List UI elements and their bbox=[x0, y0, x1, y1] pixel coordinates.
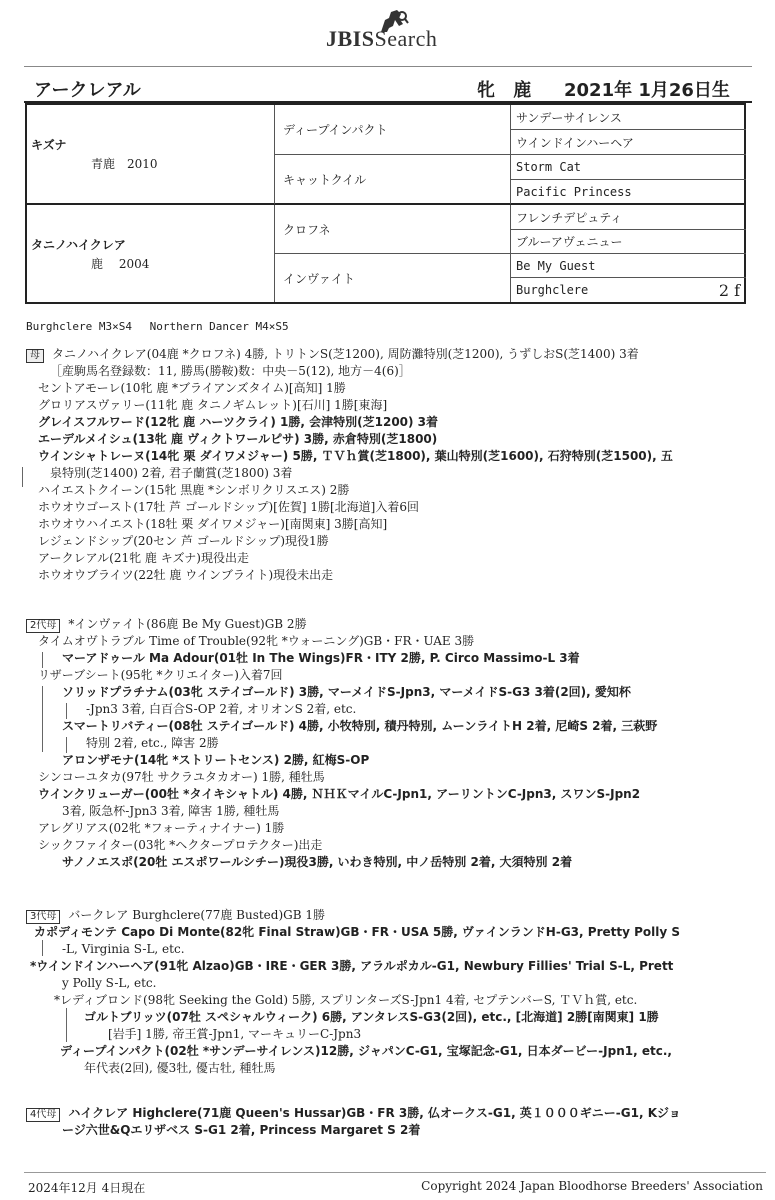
gen2-line-2: マーアドゥール Ma Adour(01牡 In The Wings)FR・ITY 2勝, P. Circo Massimo-L 3着 bbox=[62, 651, 580, 665]
dam-line-13: ホウオウブライツ(22牡 鹿 ウインブライト)現役未出走 bbox=[38, 568, 334, 582]
gen2-line-14: サノノエスポ(20牡 エスポワールシチー)現役3勝, いわき特別, 中ノ岳特別 2着, 大須特別 2着 bbox=[62, 855, 573, 869]
pedigree-dam-dam: インヴァイト bbox=[274, 254, 510, 302]
gen3-line-9: 年代表(2回), 優3牡, 優古牡, 種牡馬 bbox=[84, 1061, 276, 1075]
gen3-line-8: ディープインパクト(02牡 *サンデーサイレンス)12勝, ジャパンC-G1, 宝塚記念-G1, 日本ダービー-Jpn1, etc., bbox=[60, 1044, 672, 1058]
tree-bar bbox=[66, 1008, 67, 1042]
tree-bar bbox=[42, 940, 43, 956]
dam-line-6: ウインシャトレーヌ(14牝 栗 ダイワメジャー) 5勝, ＴＶｈ賞(芝1800), 葉山特別(芝1600), 石狩特別(芝1500), 五 bbox=[38, 449, 673, 463]
gen2-line-8: アロンザモナ(14牝 *ストリートセンス) 2勝, 紅梅S-OP bbox=[62, 753, 370, 767]
horse-title-row bbox=[24, 76, 752, 104]
pedigree-sire-sire: ディープインパクト bbox=[274, 105, 510, 155]
dam-color-year: 鹿 2004 bbox=[91, 256, 150, 271]
gen2-line-9: シンコーユタカ(97牡 サクラユタカオー) 1勝, 種牡馬 bbox=[38, 770, 325, 784]
fourth-dam-section bbox=[26, 1105, 681, 1139]
gen3-line-3: *ウインドインハーヘア(91牝 Alzao)GB・IRE・GER 3勝, アラルポカル-G1, Newbury Fillies' Trial S-L, Prett bbox=[30, 959, 674, 973]
inbreeding-note: Burghclere M3×S4 Northern Dancer M4×S5 bbox=[26, 320, 289, 333]
dam-name: タニノハイクレア bbox=[31, 237, 126, 252]
dam-section bbox=[26, 346, 673, 584]
dam-line-2: セントアモーレ(10牝 鹿 *ブライアンズタイム)[高知] 1勝 bbox=[38, 381, 346, 395]
dam-line-11: レジェンドシップ(20セン 芦 ゴールドシップ)現役1勝 bbox=[38, 534, 329, 548]
gen2-line-1: タイムオヴトラブル Time of Trouble(92牝 *ウォーニング)GB・FR・UAE 3勝 bbox=[38, 634, 475, 648]
as-of-date: 2024年12月 4日現在 bbox=[28, 1181, 146, 1195]
dam-line-9: ホウオウゴースト(17牡 芦 ゴールドシップ)[佐賀] 1勝[北海道]入着6回 bbox=[38, 500, 419, 514]
section-tag: 4代母 bbox=[26, 1108, 60, 1122]
gen2-line-6: スマートリバティー(08牡 ステイゴールド) 4勝, 小牧特別, 積丹特別, ムーンライトH 2着, 尼崎S 2着, 三萩野 bbox=[62, 719, 658, 733]
gen3-line-2: -L, Virginia S-L, etc. bbox=[62, 942, 185, 956]
gen2-line-10: ウインクリューガー(00牡 *タイキシャトル) 4勝, ＮＨＫマイルC-Jpn1, アーリントンC-Jpn3, スワンS-Jpn2 bbox=[38, 787, 641, 801]
gen3-line-7: [岩手] 1勝, 帝王賞-Jpn1, マーキュリーC-Jpn3 bbox=[108, 1027, 362, 1041]
pedigree-dss: フレンチデピュティ bbox=[510, 205, 746, 230]
pedigree-table bbox=[25, 103, 746, 304]
dam-line-0: タニノハイクレア(04鹿 *クロフネ) 4勝, トリトンS(芝1200), 周防灘特別(芝1200), うずしおS(芝1400) 3着 bbox=[52, 347, 639, 361]
pedigree-ddd bbox=[510, 278, 746, 302]
gen3-line-5: *レディブロンド(98牝 Seeking the Gold) 5勝, スプリンターズS-Jpn1 4着, セプテンバーS, ＴＶｈ賞, etc. bbox=[54, 993, 638, 1007]
brand-jbis: JBIS bbox=[326, 26, 375, 51]
horse-sex-color: 牝 鹿 bbox=[477, 80, 538, 101]
gen2-line-7: 特別 2着, etc., 障害 2勝 bbox=[86, 736, 219, 750]
gen3-line-1: カポディモンテ Capo Di Monte(82牝 Final Straw)GB・FR・USA 5勝, ヴァインランドH-G3, Pretty Polly S bbox=[34, 925, 681, 939]
dam-line-1: ［産駒馬名登録数：11, 勝馬(勝鞍)数：中央－5(12), 地方－4(6)］ bbox=[50, 364, 411, 378]
gen3-line-6: ゴルトブリッツ(07牡 スペシャルウィーク) 6勝, アンタレスS-G3(2回), etc., [北海道] 2勝[南関東] 1勝 bbox=[84, 1010, 659, 1024]
gen4-line-0: ハイクレア Highclere(71鹿 Queen's Hussar)GB・FR 3勝, 仏オークス-G1, 英１０００ギニー-G1, Kジョ bbox=[68, 1106, 681, 1120]
dam-line-10: ホウオウハイエスト(18牡 栗 ダイワメジャー)[南関東] 3勝[高知] bbox=[38, 517, 388, 531]
gen3-line-0: バークレア Burghclere(77鹿 Busted)GB 1勝 bbox=[68, 908, 325, 922]
pedigree-sire bbox=[27, 105, 274, 205]
horse-name: アークレアル bbox=[34, 80, 141, 101]
brand-search: Search bbox=[374, 26, 438, 51]
divider bbox=[24, 1172, 766, 1173]
pedigree-dam-sire: クロフネ bbox=[274, 205, 510, 254]
dam-line-3: グロリアスヴァリー(11牝 鹿 タニノギムレット)[石川] 1勝[東海] bbox=[38, 398, 388, 412]
section-tag: 母 bbox=[26, 349, 44, 363]
copyright: Copyright 2024 Japan Bloodhorse Breeders' Association bbox=[421, 1179, 763, 1193]
family-number: 2 f bbox=[718, 280, 740, 300]
pedigree-sire-dam: キャットクイル bbox=[274, 155, 510, 205]
pedigree-dds: Be My Guest bbox=[510, 254, 746, 278]
tree-bar bbox=[22, 467, 23, 487]
dam-line-5: エーデルメイシュ(13牝 鹿 ヴィクトワールピサ) 3勝, 赤倉特別(芝1800) bbox=[38, 432, 438, 446]
dam-line-8: ハイエストクイーン(15牝 黒鹿 *シンボリクリスエス) 2勝 bbox=[38, 483, 350, 497]
gen2-line-4: ソリッドプラチナム(03牝 ステイゴールド) 3勝, マーメイドS-Jpn3, マーメイドS-G3 3着(2回), 愛知杯 bbox=[62, 685, 631, 699]
dam-line-7: 泉特別(芝1400) 2着, 君子蘭賞(芝1800) 3着 bbox=[50, 466, 293, 480]
second-dam-section bbox=[26, 616, 657, 871]
third-dam-section bbox=[26, 907, 680, 1077]
tree-bar bbox=[42, 686, 43, 752]
horse-birth-date: 2021年 1月26日生 bbox=[564, 80, 730, 101]
section-tag: 2代母 bbox=[26, 619, 60, 633]
gen2-line-3: リザーブシート(95牝 *クリエイター)入着7回 bbox=[38, 668, 283, 682]
gen2-line-11: 3着, 阪急杯-Jpn3 3着, 障害 1勝, 種牡馬 bbox=[62, 804, 280, 818]
section-tag: 3代母 bbox=[26, 910, 60, 924]
gen4-line-1: ージ六世&Qエリザベス S-G1 2着, Princess Margaret S 2着 bbox=[62, 1123, 421, 1137]
pedigree-sds: Storm Cat bbox=[510, 155, 746, 180]
dam-line-12: アークレアル(21牝 鹿 キズナ)現役出走 bbox=[38, 551, 249, 565]
pedigree-ssd: ウインドインハーヘア bbox=[510, 130, 746, 155]
pedigree-sss: サンデーサイレンス bbox=[510, 105, 746, 130]
pedigree-dam bbox=[27, 205, 274, 302]
pedigree-dsd: ブルーアヴェニュー bbox=[510, 230, 746, 254]
tree-bar bbox=[66, 737, 67, 753]
divider bbox=[24, 66, 752, 67]
gen2-line-0: *インヴァイト(86鹿 Be My Guest)GB 2勝 bbox=[68, 617, 307, 631]
tree-bar bbox=[66, 703, 67, 719]
site-header bbox=[0, 0, 775, 60]
jbis-search-logo[interactable] bbox=[326, 26, 437, 52]
pedigree-ddd-name: Burghclere bbox=[516, 283, 589, 297]
gen2-line-13: シックファイター(03牝 *ヘクタープロテクター)出走 bbox=[38, 838, 323, 852]
gen2-line-12: アレグリアス(02牝 *フォーティナイナー) 1勝 bbox=[38, 821, 285, 835]
gen3-line-4: y Polly S-L, etc. bbox=[62, 976, 157, 990]
sire-color-year: 青鹿 2010 bbox=[91, 157, 158, 171]
gen2-line-5: -Jpn3 3着, 白百合S-OP 2着, オリオンS 2着, etc. bbox=[86, 702, 357, 716]
tree-bar bbox=[42, 652, 43, 668]
pedigree-sdd: Pacific Princess bbox=[510, 180, 746, 205]
sire-name: キズナ bbox=[31, 138, 67, 152]
dam-line-4: グレイスフルワード(12牝 鹿 ハーツクライ) 1勝, 会津特別(芝1200) 3着 bbox=[38, 415, 439, 429]
